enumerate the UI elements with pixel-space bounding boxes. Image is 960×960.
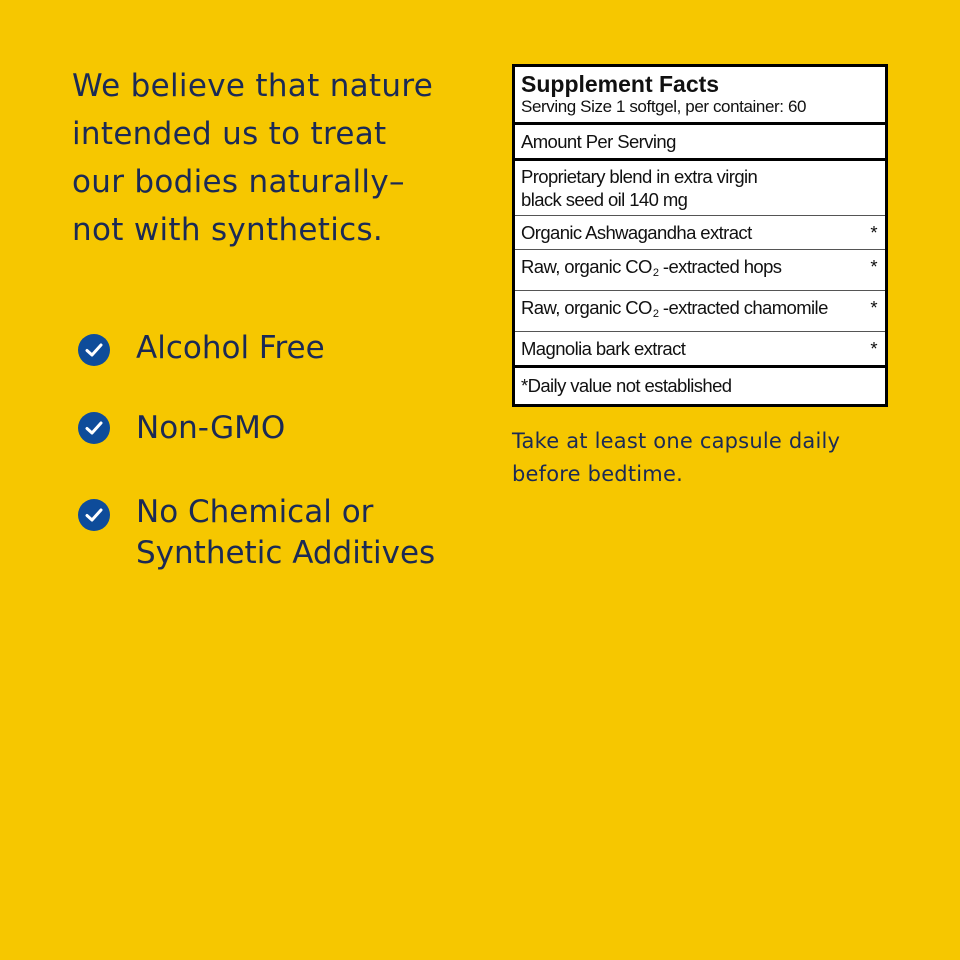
supplement-facts-header (515, 67, 885, 125)
ingredient-name: Raw, organic CO (521, 256, 652, 277)
ingredient-name: Magnolia bark extract (521, 338, 686, 359)
feature-label: Alcohol Free (136, 330, 325, 366)
daily-value-mark: * (870, 297, 877, 318)
tagline-line: not with synthetics. (72, 212, 384, 248)
proprietary-blend (515, 161, 885, 216)
directions-line: Take at least one capsule daily (512, 429, 841, 453)
check-circle-icon (78, 334, 110, 366)
ingredient-row (515, 250, 885, 291)
supplement-facts-title: Supplement Facts (521, 71, 720, 97)
feature-non-gmo (78, 412, 285, 449)
ingredient-name: Raw, organic CO (521, 297, 652, 318)
feature-label: No Chemical or (136, 494, 374, 530)
subscript: 2 (652, 267, 659, 279)
ingredient-name-suffix: -extracted chamomile (658, 297, 828, 318)
feature-label: Non-GMO (136, 410, 286, 446)
feature-label: Synthetic Additives (136, 535, 436, 571)
amount-per-serving (515, 125, 885, 161)
feature-alcohol-free (78, 330, 325, 369)
serving-size: Serving Size 1 softgel, per container: 60 (521, 97, 807, 116)
subscript: 2 (652, 308, 659, 320)
directions (512, 425, 872, 491)
ingredient-name-suffix: -extracted hops (658, 256, 782, 277)
amount-per-serving-label: Amount Per Serving (521, 131, 676, 152)
ingredient-row (515, 332, 885, 368)
ingredient-row (515, 291, 885, 332)
ingredient-name: Organic Ashwagandha extract (521, 222, 752, 243)
tagline-line: intended us to treat (72, 116, 387, 152)
ingredient-row (515, 216, 885, 250)
footnote (515, 368, 885, 404)
feature-no-additives (78, 494, 436, 574)
blend-line: black seed oil 140 mg (521, 189, 688, 210)
directions-line: before bedtime. (512, 462, 683, 486)
check-circle-icon (78, 412, 110, 444)
tagline-line: We believe that nature (72, 68, 434, 104)
tagline (72, 62, 462, 254)
daily-value-mark: * (870, 256, 877, 277)
footnote-text: *Daily value not established (521, 375, 732, 396)
daily-value-mark: * (870, 338, 877, 359)
daily-value-mark: * (870, 222, 877, 243)
supplement-facts-panel (512, 64, 888, 407)
tagline-line: our bodies naturally– (72, 164, 405, 200)
check-circle-icon (78, 499, 110, 531)
blend-line: Proprietary blend in extra virgin (521, 166, 758, 187)
